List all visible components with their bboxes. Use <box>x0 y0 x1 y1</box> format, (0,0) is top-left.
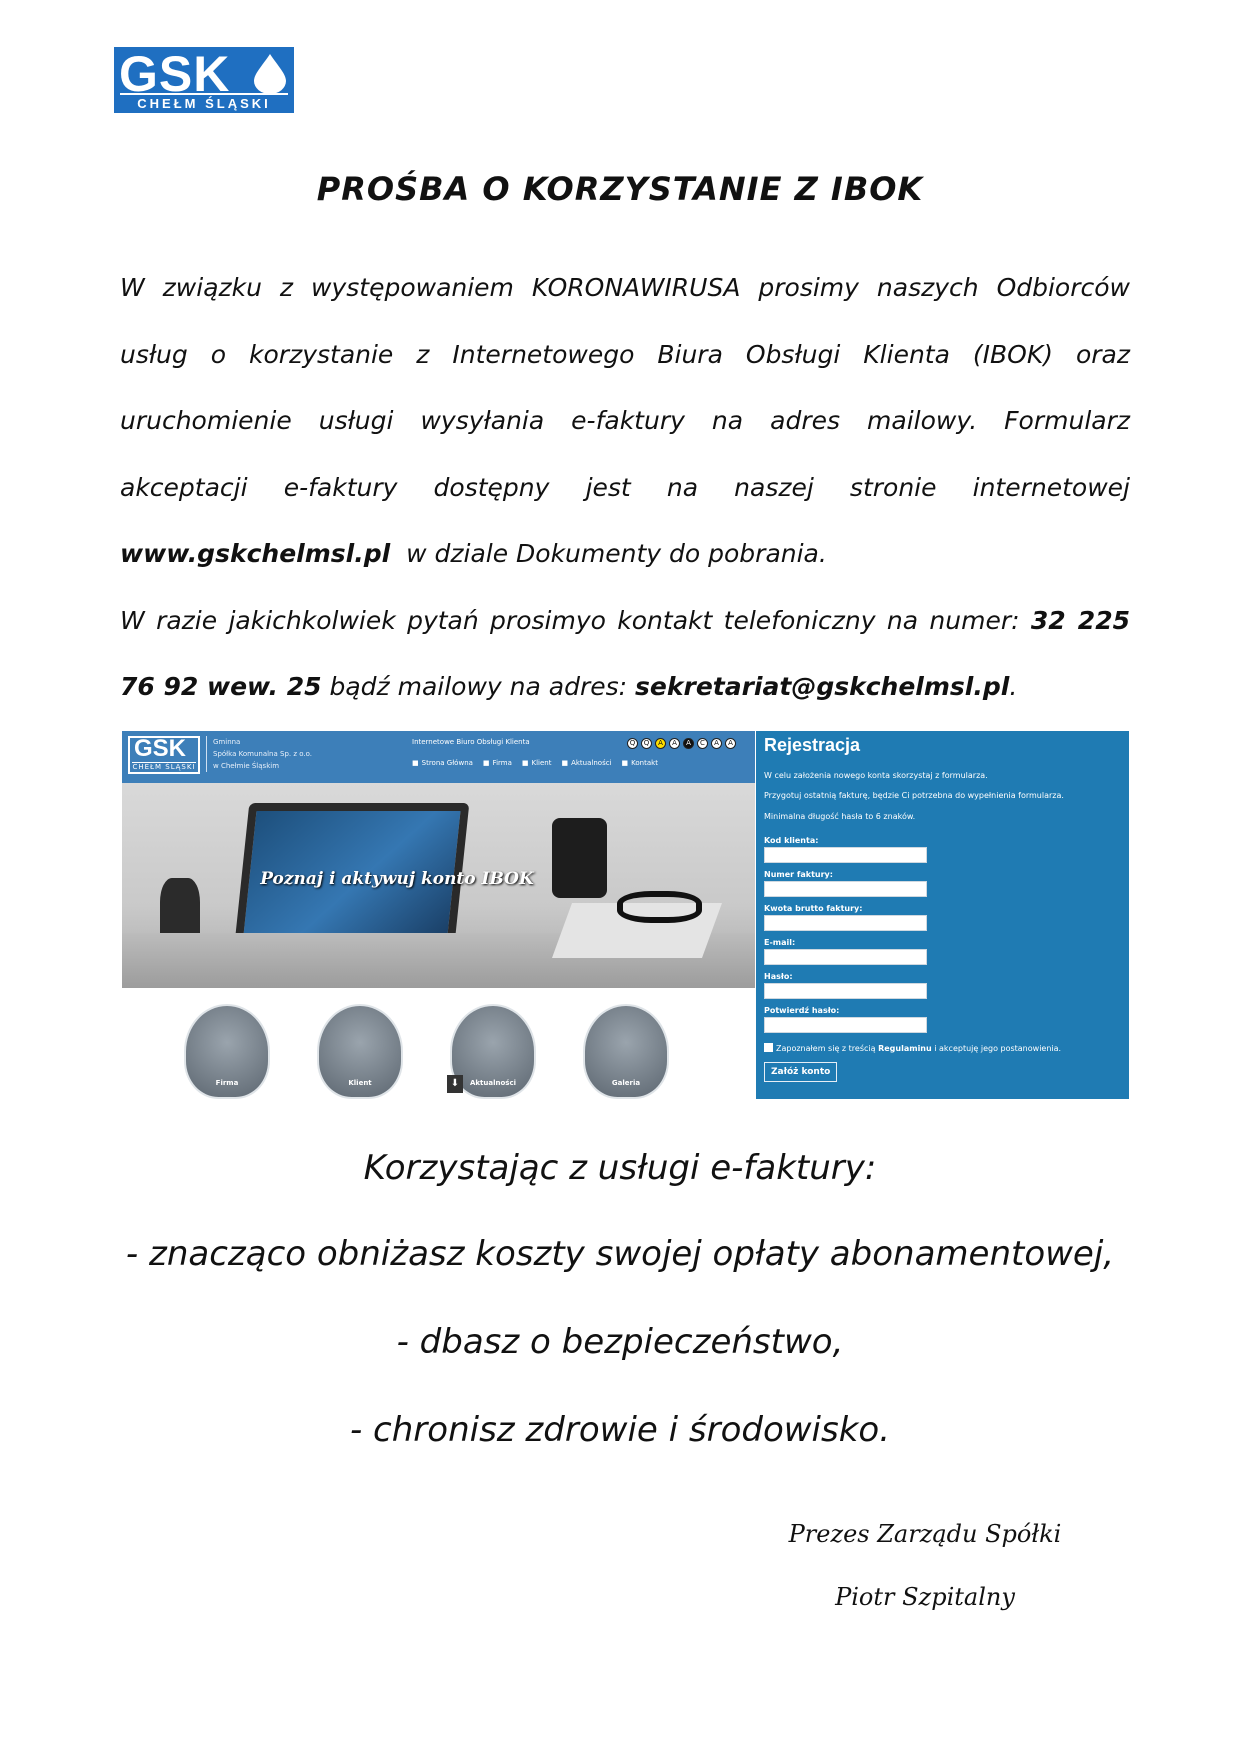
nav-item-aktualnosci[interactable]: ■ Aktualności <box>561 759 611 767</box>
tile-label: Aktualności <box>469 1079 517 1087</box>
terms-checkbox[interactable] <box>764 1043 773 1052</box>
registration-title: Rejestracja <box>764 735 861 755</box>
terms-text-pre: Zapoznałem się z treścią <box>776 1044 876 1053</box>
contrast-normal-button[interactable]: A <box>669 738 680 749</box>
company-name <box>206 736 312 772</box>
lens-photo-shape <box>552 818 607 898</box>
hero-banner <box>122 783 755 988</box>
registration-panel <box>756 731 1129 1099</box>
site-header <box>122 731 755 783</box>
create-account-button[interactable]: Załóż konto <box>764 1062 837 1082</box>
paragraph-2-end: . <box>1009 672 1018 701</box>
nav-item-home[interactable]: ■ Strona Główna <box>412 759 473 767</box>
gsk-logo <box>114 47 294 113</box>
signature-role: Prezes Zarządu Spółki <box>788 1520 1062 1548</box>
confirm-password-input[interactable] <box>764 1017 927 1033</box>
document-title: PROŚBA O KORZYSTANIE Z IBOK <box>316 170 924 208</box>
site-logo-brand: GSK <box>134 735 187 762</box>
body-text <box>120 255 1130 721</box>
tile-aktualnosci[interactable] <box>450 1004 536 1099</box>
client-code-label: Kod klienta: <box>764 836 819 845</box>
feature-tiles <box>122 988 755 1099</box>
site-logo-subtitle: CHEŁM ŚLĄSKI <box>132 763 196 771</box>
paragraph-1-tail: w dziale Dokumenty do pobrania. <box>406 539 827 568</box>
terms-text-post: i akceptuję jego postanowienia. <box>934 1044 1062 1053</box>
hero-caption: Poznaj i aktywuj konto IBOK <box>260 869 534 889</box>
paragraph-1 <box>120 255 1130 588</box>
nav-item-kontakt[interactable]: ■ Kontakt <box>622 759 658 767</box>
password-label: Hasło: <box>764 972 793 981</box>
invoice-number-label: Numer faktury: <box>764 870 833 879</box>
tile-galeria[interactable] <box>583 1004 669 1099</box>
company-line: w Chełmie Śląskim <box>213 762 280 770</box>
site-nav <box>412 759 658 767</box>
terms-agreement <box>764 1043 1061 1053</box>
email-label: E-mail: <box>764 938 796 947</box>
tile-label: Klient <box>348 1079 372 1087</box>
download-icon[interactable]: ⬇ <box>447 1075 463 1093</box>
password-input[interactable] <box>764 983 927 999</box>
benefits-heading: Korzystając z usługi e-faktury: <box>363 1148 877 1188</box>
paragraph-2-mid: bądź mailowy na adres: <box>329 672 628 701</box>
company-line: Spółka Komunalna Sp. z o.o. <box>213 750 313 758</box>
accessibility-toolbar <box>627 738 736 749</box>
benefit-item: - dbasz o bezpieczeństwo, <box>396 1322 844 1362</box>
tile-label: Firma <box>215 1079 239 1087</box>
registration-note: Przygotuj ostatnią fakturę, będzie Ci potrzebna do wypełnienia formularza. <box>764 791 1064 800</box>
ibok-site <box>122 731 755 1099</box>
tile-label: Galeria <box>611 1079 641 1087</box>
company-line: Gminna <box>213 738 241 746</box>
tile-klient[interactable] <box>317 1004 403 1099</box>
glasses-photo-shape <box>617 891 702 923</box>
phone-number: 32 225 76 92 wew. 25 <box>120 605 1130 701</box>
site-logo[interactable] <box>128 736 200 774</box>
paragraph-2 <box>120 588 1130 721</box>
paragraph-1-text: W związku z występowaniem KORONAWIRUSA prosimy naszych Odbiorców usług o korzystanie z Internetowego Biura Obsługi Klienta (IBOK) oraz uruchomienie usługi wysyłania e-faktury na adres mailowy. Formularz akceptacji e-faktury dostępny jest na naszej stronie internetowej <box>120 273 1130 502</box>
email-input[interactable] <box>764 949 927 965</box>
logo-subtitle: CHEŁM ŚLĄSKI <box>120 93 288 111</box>
nav-item-firma[interactable]: ■ Firma <box>483 759 512 767</box>
water-drop-icon <box>250 52 290 94</box>
portal-title: Internetowe Biuro Obsługi Klienta <box>412 738 530 746</box>
invoice-amount-label: Kwota brutto faktury: <box>764 904 863 913</box>
registration-note: Minimalna długość hasła to 6 znaków. <box>764 812 916 821</box>
nav-item-klient[interactable]: ■ Klient <box>522 759 552 767</box>
logo-brand: GSK <box>119 46 231 102</box>
zoom-out-icon[interactable]: Q <box>641 738 652 749</box>
contrast-dark-button[interactable]: A <box>683 738 694 749</box>
website-link[interactable]: www.gskchelmsl.pl <box>120 539 391 568</box>
font-size-button[interactable]: A <box>725 738 736 749</box>
contrast-yellow-button[interactable]: A <box>655 738 666 749</box>
ibok-screenshot <box>122 731 1129 1099</box>
confirm-password-label: Potwierdź hasło: <box>764 1006 840 1015</box>
benefit-item: - chronisz zdrowie i środowisko. <box>349 1410 891 1450</box>
terms-link[interactable]: Regulaminu <box>878 1044 932 1053</box>
contrast-reset-button[interactable]: C <box>697 738 708 749</box>
signature-name: Piotr Szpitalny <box>835 1583 1015 1611</box>
invoice-amount-input[interactable] <box>764 915 927 931</box>
zoom-in-icon[interactable]: Q <box>627 738 638 749</box>
font-size-button[interactable]: A <box>711 738 722 749</box>
email-link[interactable]: sekretariat@gskchelmsl.pl <box>635 672 1010 701</box>
registration-note: W celu założenia nowego konta skorzystaj z formularza. <box>764 771 988 780</box>
paragraph-2-text: W razie jakichkolwiek pytań prosimyo kontakt telefoniczny na numer: <box>120 605 1020 635</box>
invoice-number-input[interactable] <box>764 881 927 897</box>
client-code-input[interactable] <box>764 847 927 863</box>
tile-firma[interactable] <box>184 1004 270 1099</box>
benefit-item: - znacząco obniżasz koszty swojej opłaty abonamentowej, <box>125 1234 1115 1274</box>
